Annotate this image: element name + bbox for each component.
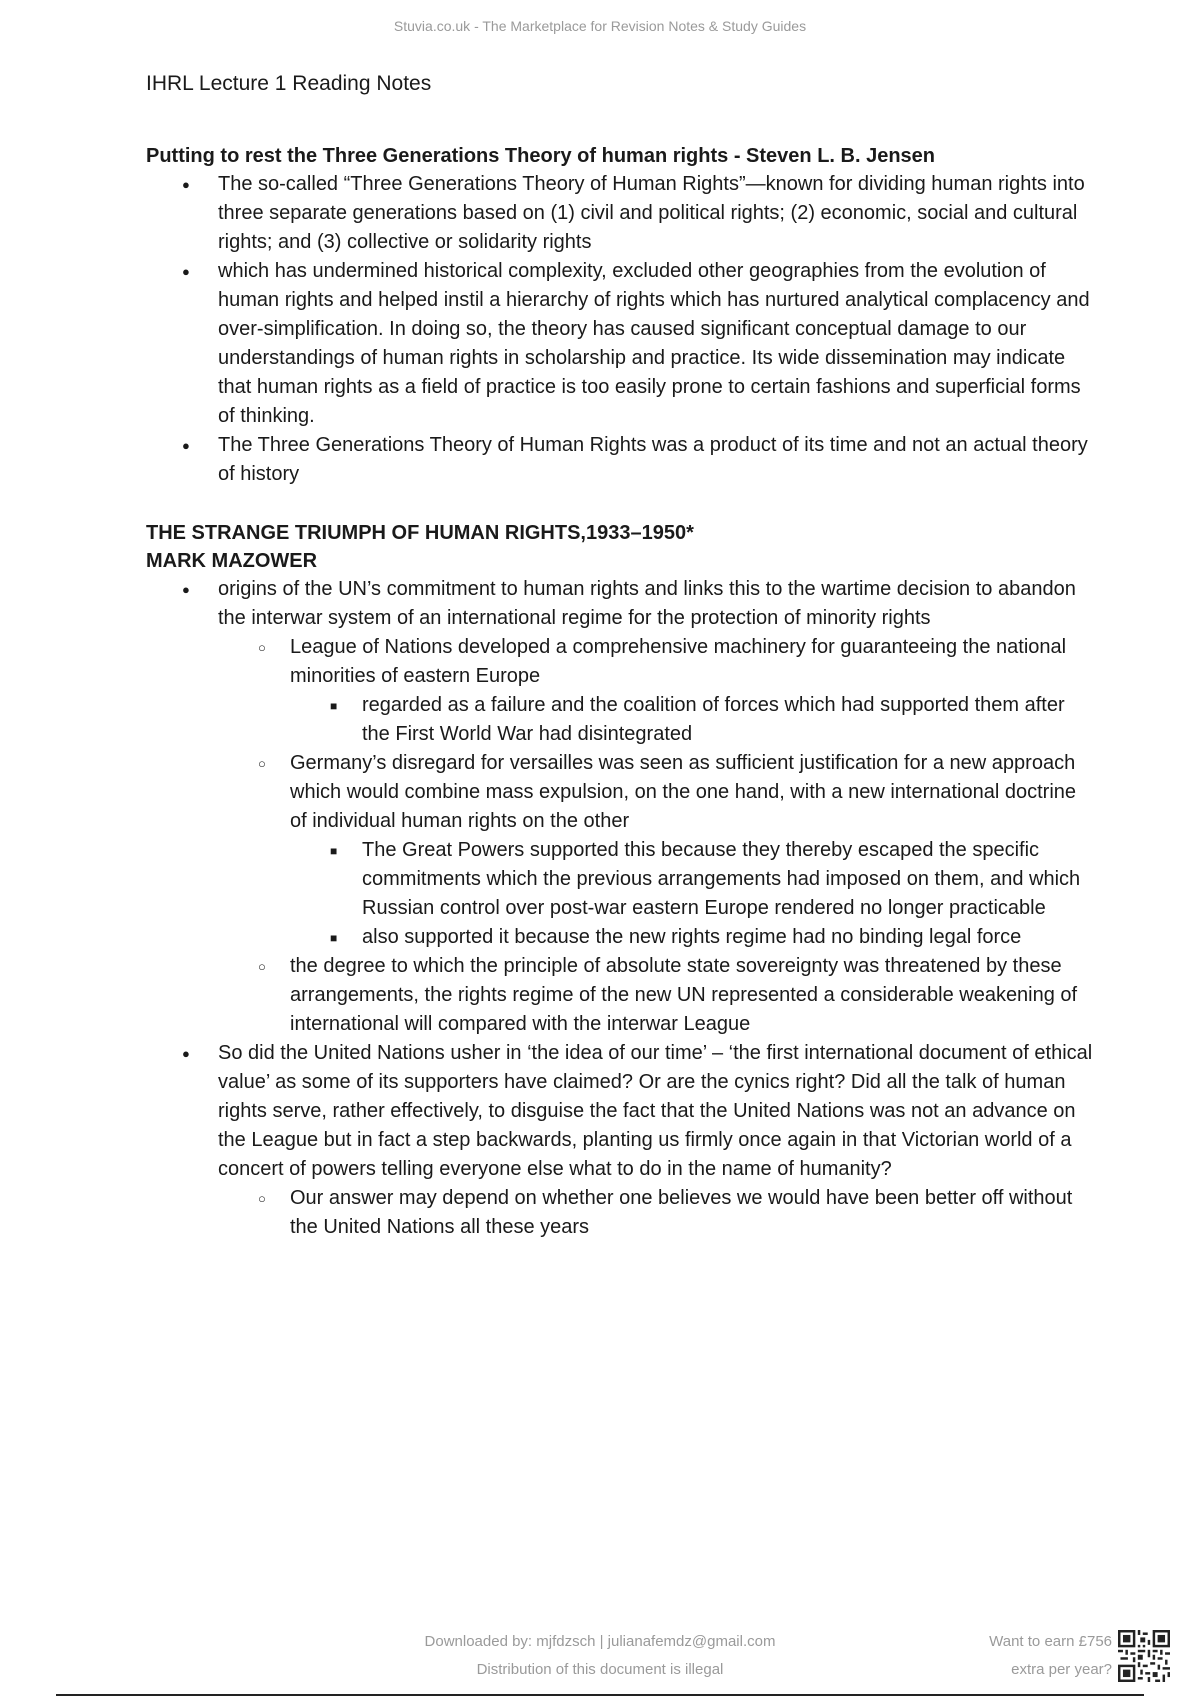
sub-sub-list: [290, 691, 1096, 749]
list-item: [146, 1039, 1096, 1242]
mazower-bullet-list: [146, 575, 1096, 1242]
section-author: MARK MAZOWER: [146, 550, 318, 572]
list-item: ● which has undermined historical complexity, excluded other geographies from the evolution of human rights and helped instil a hierarchy of rights which has nurtured analytical complacency and over-simplification. In doing so, the theory has caused significant conceptual damage to our understandings of human rights in scholarship and practice. Its wide dissemination may indicate that human rights as a field of practice is too easily prone to certain fashions and superficial forms of thinking.: [146, 257, 1096, 431]
section-heading-mazower: THE STRANGE TRIUMPH OF HUMAN RIGHTS,1933–1950*: [146, 522, 694, 544]
sub-list: [218, 1184, 1096, 1242]
earn-promo-line1: Want to earn £756: [989, 1633, 1112, 1650]
list-item-text: origins of the UN’s commitment to human rights and links this to the wartime decision to abandon the interwar system of an international regime for the protection of minority rights: [218, 578, 1076, 629]
footer-download-info: [380, 1628, 820, 1684]
sub-list-item: ○ Our answer may depend on whether one believes we would have been better off without the United Nations all these years: [218, 1184, 1096, 1242]
list-item: [146, 575, 1096, 1039]
site-banner: Stuvia.co.uk - The Marketplace for Revision Notes & Study Guides: [393, 18, 807, 34]
list-item-text: Germany’s disregard for versailles was seen as sufficient justification for a new approach which would combine mass expulsion, on the one hand, with a new international doctrine of individual human rights on the other: [290, 752, 1077, 832]
sub-list: [218, 633, 1096, 1039]
footer-divider: [56, 1694, 1144, 1696]
jensen-bullet-list: [146, 170, 1096, 489]
sub-sub-list-item: ■ also supported it because the new rights regime had no binding legal force: [290, 923, 1096, 952]
sub-sub-list-item: ■ regarded as a failure and the coalition of forces which had supported them after the First World War had disintegrated: [290, 691, 1096, 749]
list-item-text: So did the United Nations usher in ‘the idea of our time’ – ‘the first international document of ethical value’ as some of its supporters have claimed? Or are the cynics right? Did all the talk of human rights serve, rather effectively, to disguise the fact that the United Nations was not an advance on the League but in fact a step backwards, planting us firmly once again in that Victorian world of a concert of powers telling everyone else what to do in the name of humanity?: [218, 1042, 1093, 1180]
sub-list-item: [218, 633, 1096, 749]
list-item-text: League of Nations developed a comprehensive machinery for guaranteeing the national minorities of eastern Europe: [290, 636, 1067, 687]
earn-promo-line2: extra per year?: [1011, 1661, 1112, 1678]
list-item: ● The so-called “Three Generations Theory of Human Rights”—known for dividing human rights into three separate generations based on (1) civil and political rights; (2) economic, social and cultural rights; and (3) collective or solidarity rights: [146, 170, 1096, 257]
list-item: ● The Three Generations Theory of Human Rights was a product of its time and not an actual theory of history: [146, 431, 1096, 489]
document-body: [146, 72, 1096, 1242]
document-title: IHRL Lecture 1 Reading Notes: [146, 72, 432, 95]
section-heading-jensen: Putting to rest the Three Generations Theory of human rights - Steven L. B. Jensen: [146, 145, 936, 167]
earn-promo[interactable]: [960, 1628, 1112, 1684]
sub-sub-list: [290, 836, 1096, 952]
downloaded-by-text: Downloaded by: mjfdzsch | julianafemdz@gmail.com: [424, 1633, 776, 1650]
sub-list-item: ○ the degree to which the principle of absolute state sovereignty was threatened by these arrangements, the rights regime of the new UN represented a considerable weakening of international will compared with the interwar League: [218, 952, 1096, 1039]
page-footer: [0, 1628, 1200, 1688]
qr-code-icon[interactable]: [1118, 1630, 1170, 1682]
sub-sub-list-item: ■ The Great Powers supported this because they thereby escaped the specific commitments which the previous arrangements had imposed on them, and which Russian control over post-war eastern Europe rendered no longer practicable: [290, 836, 1096, 923]
sub-list-item: [218, 749, 1096, 952]
distribution-notice: Distribution of this document is illegal: [476, 1661, 724, 1678]
